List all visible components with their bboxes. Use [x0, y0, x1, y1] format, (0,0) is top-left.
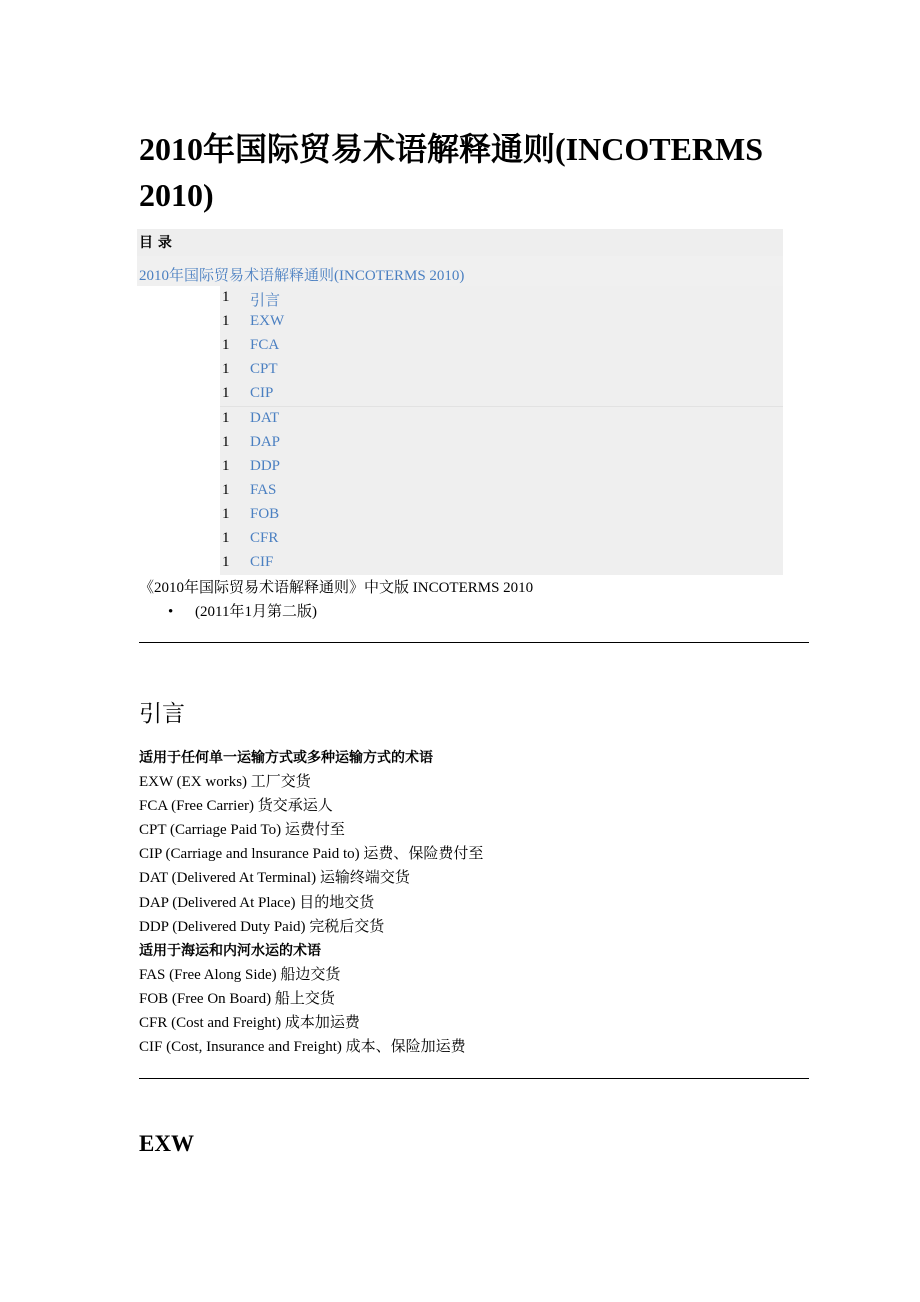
horizontal-rule [139, 1078, 809, 1079]
toc-link-dat[interactable]: DAT [250, 410, 280, 427]
toc-item-fca [220, 334, 783, 358]
table-of-contents [137, 229, 783, 575]
term-cif: CIF (Cost, Insurance and Freight) 成本、保险加运费 [139, 1039, 466, 1056]
group-title-sea-inland: 适用于海运和内河水运的术语 [139, 942, 321, 959]
term-fob: FOB (Free On Board) 船上交货 [139, 990, 335, 1007]
term-exw: EXW (EX works) 工厂交货 [139, 774, 311, 791]
toc-heading: 目 录 [139, 235, 172, 251]
toc-item-cfr [220, 527, 783, 551]
term-fas: FAS (Free Along Side) 船边交货 [139, 966, 341, 983]
terms-list [139, 746, 809, 1059]
toc-item-intro [220, 286, 783, 310]
term-dat: DAT (Delivered At Terminal) 运输终端交货 [139, 870, 410, 887]
toc-item-fob [220, 503, 783, 527]
toc-link-intro[interactable]: 引言 [250, 293, 281, 309]
toc-item-cip [220, 382, 783, 406]
toc-item-number: 1 [222, 410, 230, 427]
toc-link-fas[interactable]: FAS [250, 481, 277, 498]
toc-list [220, 286, 783, 575]
horizontal-rule [139, 642, 809, 643]
document-subtitle: 《2010年国际贸易术语解释通则》中文版 INCOTERMS 2010 [139, 580, 534, 596]
toc-item-cpt [220, 358, 783, 382]
bullet-icon: • [168, 604, 174, 620]
section-heading-exw: EXW [139, 1131, 194, 1156]
toc-item-number: 1 [222, 554, 230, 571]
term-cfr: CFR (Cost and Freight) 成本加运费 [139, 1015, 360, 1032]
toc-link-title[interactable]: 2010年国际贸易术语解释通则(INCOTERMS 2010) [139, 268, 465, 284]
toc-header [137, 229, 783, 256]
toc-item-dat [220, 406, 783, 430]
toc-item-number: 1 [222, 481, 230, 498]
edition-text: (2011年1月第二版) [195, 604, 317, 620]
toc-item-cif [220, 551, 783, 575]
term-fca: FCA (Free Carrier) 货交承运人 [139, 798, 333, 815]
section-heading-intro: 引言 [139, 701, 185, 727]
toc-item-number: 1 [222, 505, 230, 522]
toc-item-number: 1 [222, 361, 230, 378]
term-dap: DAP (Delivered At Place) 目的地交货 [139, 894, 375, 911]
toc-link-cip[interactable]: CIP [250, 385, 274, 402]
toc-link-fca[interactable]: FCA [250, 337, 280, 354]
toc-item-number: 1 [222, 385, 230, 402]
toc-item-dap [220, 431, 783, 455]
toc-item-number: 1 [222, 337, 230, 354]
group-title-any-mode: 适用于任何单一运输方式或多种运输方式的术语 [139, 750, 433, 766]
toc-link-fob[interactable]: FOB [250, 505, 280, 522]
toc-link-cif[interactable]: CIF [250, 554, 274, 571]
toc-link-ddp[interactable]: DDP [250, 457, 281, 474]
toc-link-dap[interactable]: DAP [250, 433, 281, 450]
toc-main-row [137, 256, 783, 286]
toc-item-number: 1 [222, 289, 230, 305]
toc-item-number: 1 [222, 529, 230, 546]
toc-item-ddp [220, 455, 783, 479]
toc-link-cpt[interactable]: CPT [250, 361, 278, 378]
toc-item-exw [220, 310, 783, 334]
toc-item-number: 1 [222, 457, 230, 474]
term-cpt: CPT (Carriage Paid To) 运费付至 [139, 822, 345, 839]
toc-link-exw[interactable]: EXW [250, 313, 285, 330]
toc-item-fas [220, 479, 783, 503]
toc-link-cfr[interactable]: CFR [250, 529, 279, 546]
term-ddp: DDP (Delivered Duty Paid) 完税后交货 [139, 918, 385, 935]
term-cip: CIP (Carriage and lnsurance Paid to) 运费、保险费付至 [139, 846, 484, 863]
page-title: 2010年国际贸易术语解释通则(INCOTERMS 2010) [139, 131, 764, 213]
toc-item-number: 1 [222, 313, 230, 330]
toc-item-number: 1 [222, 433, 230, 450]
